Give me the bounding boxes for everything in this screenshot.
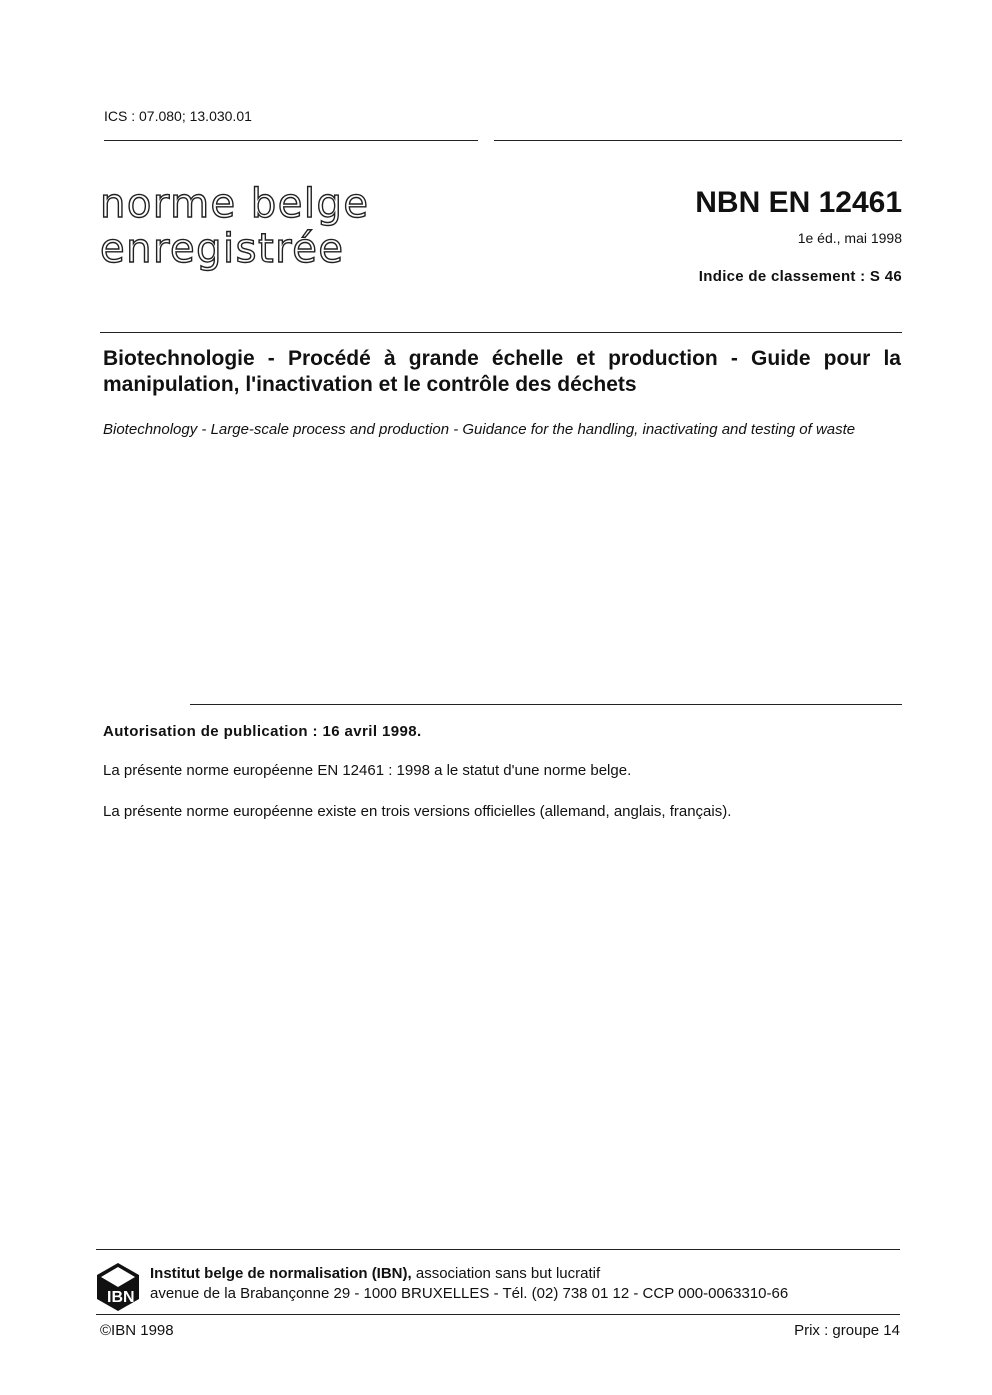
- standard-number: NBN EN 12461: [695, 186, 902, 219]
- classification-index: Indice de classement : S 46: [698, 268, 902, 285]
- top-rule-right: [494, 140, 902, 141]
- body-rule: [190, 704, 902, 705]
- institute-name: Institut belge de normalisation (IBN),: [150, 1265, 412, 1282]
- price-group: Prix : groupe 14: [794, 1322, 900, 1339]
- title-french: Biotechnologie - Procédé à grande échelle et production - Guide pour la manipulation, l'inactivation et le contrôle des déchets: [103, 347, 901, 396]
- title-rule: [100, 332, 902, 333]
- top-rule-left: [104, 140, 478, 141]
- copyright: ©IBN 1998: [100, 1322, 174, 1339]
- institute-description: association sans but lucratif: [411, 1265, 601, 1282]
- brand-line-2: enregistrée: [100, 226, 345, 272]
- edition-date: 1e éd., mai 1998: [797, 230, 902, 246]
- versions-statement: La présente norme européenne existe en trois versions officielles (allemand, anglais, français).: [103, 803, 732, 820]
- footer-rule-bottom: [96, 1314, 900, 1315]
- institute-address: avenue de la Brabançonne 29 - 1000 BRUXELLES - Tél. (02) 738 01 12 - CCP 000-0063310-66: [150, 1285, 789, 1302]
- publication-authorisation: Autorisation de publication : 16 avril 1998.: [103, 723, 422, 740]
- ibn-logo-icon: [96, 1262, 140, 1312]
- institute-block: [150, 1264, 788, 1304]
- brand-line-1: norme belge: [100, 181, 370, 227]
- institute-line: [150, 1264, 788, 1284]
- svg-text:IBN: IBN: [107, 1289, 135, 1306]
- title-english: Biotechnology - Large-scale process and production - Guidance for the handling, inactivating and testing of waste: [103, 421, 856, 438]
- footer-rule: [96, 1249, 900, 1250]
- status-statement: La présente norme européenne EN 12461 : 1998 a le statut d'une norme belge.: [103, 762, 632, 779]
- ics-code: ICS : 07.080; 13.030.01: [104, 108, 252, 124]
